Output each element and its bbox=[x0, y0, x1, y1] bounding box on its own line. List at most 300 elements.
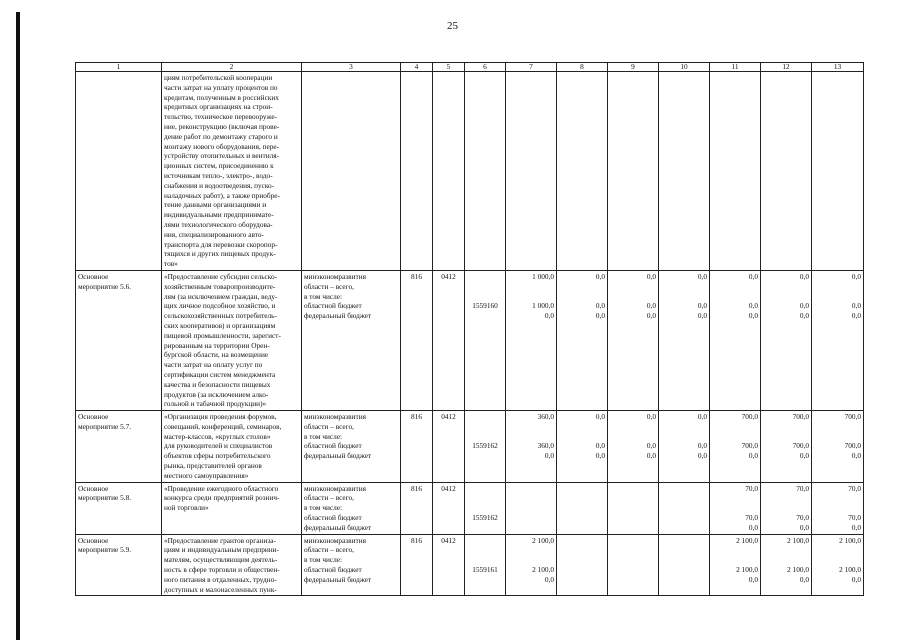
value-line bbox=[661, 503, 707, 513]
funding-source-line: области – всего, bbox=[304, 281, 354, 291]
funding-source-cell bbox=[302, 534, 401, 596]
activity-code-line: мероприятие 5.6. bbox=[78, 281, 132, 291]
value-line: 0,0 bbox=[799, 451, 809, 461]
column-number: 10 bbox=[659, 63, 710, 72]
description-line: ной торговли» bbox=[164, 503, 209, 513]
value-line: 70,0 bbox=[796, 483, 809, 493]
value-line bbox=[559, 503, 605, 513]
value-line: 0,0 bbox=[646, 412, 656, 422]
description-line: индивидуальными предпринимате- bbox=[164, 210, 274, 220]
value-line: 0,0 bbox=[595, 412, 605, 422]
value-line bbox=[610, 484, 656, 494]
activity-code-line: Основное bbox=[78, 535, 109, 545]
value-line bbox=[559, 545, 605, 555]
value-line bbox=[508, 503, 554, 513]
activity-description-cell bbox=[162, 534, 302, 596]
value-line bbox=[661, 422, 707, 432]
code-cell bbox=[76, 72, 162, 271]
value-cell bbox=[761, 534, 812, 596]
value-line: 1 000,0 bbox=[532, 271, 554, 281]
value-line bbox=[661, 282, 707, 292]
description-line: гольной и табачной продукции)» bbox=[164, 399, 267, 409]
value-cell bbox=[659, 534, 710, 596]
value-line bbox=[661, 493, 707, 503]
value-line bbox=[610, 545, 656, 555]
page-number: 25 bbox=[447, 20, 458, 32]
description-line: наладочных работ), а также приобре- bbox=[164, 190, 280, 200]
value-line bbox=[508, 422, 554, 432]
activity-code-line: мероприятие 5.7. bbox=[78, 421, 132, 431]
value-cell bbox=[761, 482, 812, 534]
value-line bbox=[712, 503, 758, 513]
program-table bbox=[75, 62, 864, 596]
csr-line bbox=[467, 311, 503, 321]
value-line: 0,0 bbox=[697, 441, 707, 451]
value-line: 0,0 bbox=[544, 311, 554, 321]
value-line bbox=[610, 493, 656, 503]
description-line: кредитам, полученным в российских bbox=[164, 92, 279, 102]
binding-edge-bar bbox=[16, 12, 20, 640]
value-line bbox=[661, 484, 707, 494]
value-line: 70,0 bbox=[796, 513, 809, 523]
description-line: мастер-классов, «круглых столов» bbox=[164, 431, 271, 441]
value-line bbox=[763, 432, 809, 442]
value-line: 0,0 bbox=[544, 574, 554, 584]
funding-source-cell bbox=[302, 411, 401, 483]
funding-source-line: федеральный бюджет bbox=[304, 522, 372, 532]
value-line bbox=[763, 493, 809, 503]
csr-line bbox=[467, 575, 503, 585]
value-line: 0,0 bbox=[595, 311, 605, 321]
description-line: ность в сфере торговли и обществен- bbox=[164, 565, 280, 575]
value-line: 2 100,0 bbox=[839, 535, 861, 545]
csr-line bbox=[467, 432, 503, 442]
value-line bbox=[559, 565, 605, 575]
value-cell bbox=[761, 411, 812, 483]
value-line: 2 100,0 bbox=[787, 535, 809, 545]
value-line: 0,0 bbox=[799, 522, 809, 532]
value-line bbox=[610, 503, 656, 513]
value-line: 70,0 bbox=[848, 483, 861, 493]
description-line: транспорта для перевозки скоропор- bbox=[164, 239, 278, 249]
description-line: циям и индивидуальным предприни- bbox=[164, 545, 280, 555]
value-line bbox=[661, 545, 707, 555]
csr-line bbox=[467, 484, 503, 494]
value-line bbox=[661, 523, 707, 533]
value-line bbox=[712, 493, 758, 503]
value-line bbox=[814, 422, 861, 432]
description-line: хозяйственным товаропроизводите- bbox=[164, 281, 276, 291]
description-line: рированным на территории Орен- bbox=[164, 340, 270, 350]
description-line: бургской области, на возмещение bbox=[164, 350, 269, 360]
funding-source-line: области – всего, bbox=[304, 493, 354, 503]
description-line: «Предоставление грантов организа- bbox=[164, 535, 276, 545]
description-line: «Организация проведения форумов, bbox=[164, 412, 277, 422]
value-line: 0,0 bbox=[748, 301, 758, 311]
value-line: 0,0 bbox=[851, 574, 861, 584]
value-line bbox=[559, 555, 605, 565]
funding-source-line: областной бюджет bbox=[304, 441, 362, 451]
value-cell bbox=[506, 482, 557, 534]
value-line: 70,0 bbox=[848, 513, 861, 523]
value-line bbox=[712, 292, 758, 302]
csr-line: 1559160 bbox=[472, 301, 498, 311]
funding-source-line: областной бюджет bbox=[304, 301, 362, 311]
value-line bbox=[712, 282, 758, 292]
funding-source-cell bbox=[302, 482, 401, 534]
value-line bbox=[712, 555, 758, 565]
value-line: 70,0 bbox=[745, 483, 758, 493]
value-line: 0,0 bbox=[799, 301, 809, 311]
description-line: кредитных организациях на строи- bbox=[164, 102, 273, 112]
column-number: 5 bbox=[433, 63, 465, 72]
value-cell bbox=[659, 411, 710, 483]
funding-source-line: минэкономразвития bbox=[304, 412, 366, 422]
value-line bbox=[661, 432, 707, 442]
value-line bbox=[559, 536, 605, 546]
activity-description-cell bbox=[162, 482, 302, 534]
description-line: лями технологического оборудова- bbox=[164, 219, 273, 229]
description-line: снабжения и водоотведения, пуско- bbox=[164, 180, 275, 190]
value-line bbox=[559, 493, 605, 503]
activity-code-cell bbox=[76, 270, 162, 410]
column-number: 2 bbox=[162, 63, 302, 72]
funding-source-line: в том числе: bbox=[304, 555, 343, 565]
activity-code-line: мероприятие 5.8. bbox=[78, 493, 132, 503]
funding-source-line: области – всего, bbox=[304, 421, 354, 431]
column-number: 3 bbox=[302, 63, 401, 72]
value-line bbox=[559, 523, 605, 533]
csr-line bbox=[467, 292, 503, 302]
grbs-cell: 816 bbox=[401, 534, 433, 596]
column-number: 11 bbox=[710, 63, 761, 72]
value-line bbox=[661, 565, 707, 575]
value-line: 0,0 bbox=[697, 412, 707, 422]
value-line bbox=[763, 282, 809, 292]
description-line: ния, специализированного авто- bbox=[164, 229, 264, 239]
value-line: 0,0 bbox=[748, 311, 758, 321]
csr-line: 1559162 bbox=[472, 441, 498, 451]
value-line: 0,0 bbox=[697, 311, 707, 321]
value-line: 0,0 bbox=[748, 522, 758, 532]
value-cell bbox=[608, 270, 659, 410]
csr-cell bbox=[465, 411, 506, 483]
value-line bbox=[610, 523, 656, 533]
description-line: доступных и малонаселенных пунк- bbox=[164, 584, 277, 594]
value-line bbox=[610, 575, 656, 585]
description-line: ного питания в отдаленных, трудно- bbox=[164, 574, 277, 584]
value-cell bbox=[710, 270, 761, 410]
value-line bbox=[712, 432, 758, 442]
value-line: 0,0 bbox=[851, 271, 861, 281]
csr-line bbox=[467, 503, 503, 513]
value-line: 0,0 bbox=[799, 574, 809, 584]
description-line: источникам тепло-, электро-, водо- bbox=[164, 170, 273, 180]
column-number: 4 bbox=[401, 63, 433, 72]
value-line: 700,0 bbox=[741, 441, 758, 451]
value-line: 0,0 bbox=[646, 301, 656, 311]
value-line bbox=[559, 282, 605, 292]
value-line bbox=[508, 513, 554, 523]
column-number-row bbox=[76, 63, 864, 72]
value-line: 0,0 bbox=[748, 574, 758, 584]
funding-source-line: в том числе: bbox=[304, 291, 343, 301]
description-line: сертификации систем менеджмента bbox=[164, 369, 276, 379]
funding-source-cell bbox=[302, 270, 401, 410]
rzpr-cell: 0412 bbox=[433, 411, 465, 483]
description-line: щих личное подсобное хозяйство, и bbox=[164, 301, 276, 311]
value-line bbox=[763, 555, 809, 565]
value-line bbox=[661, 536, 707, 546]
value-line bbox=[610, 292, 656, 302]
column-number: 12 bbox=[761, 63, 812, 72]
description-line: совещаний, конференций, семинаров, bbox=[164, 421, 282, 431]
csr-line bbox=[467, 412, 503, 422]
value-line bbox=[508, 282, 554, 292]
value-line bbox=[559, 292, 605, 302]
activity-row bbox=[76, 270, 864, 410]
csr-line bbox=[467, 536, 503, 546]
activity-code-line: мероприятие 5.9. bbox=[78, 545, 132, 555]
value-line bbox=[661, 575, 707, 585]
value-line bbox=[508, 545, 554, 555]
description-line: дение работ по демонтажу старого и bbox=[164, 131, 278, 141]
description-line: «Проведение ежегодного областного bbox=[164, 483, 279, 493]
value-cell bbox=[557, 534, 608, 596]
funding-source-line: области – всего, bbox=[304, 545, 354, 555]
value-line bbox=[610, 282, 656, 292]
grbs-cell: 816 bbox=[401, 411, 433, 483]
value-cell bbox=[506, 270, 557, 410]
column-number: 13 bbox=[812, 63, 864, 72]
csr-line bbox=[467, 272, 503, 282]
continuation-row bbox=[76, 72, 864, 271]
description-line: лям (за исключением граждан, веду- bbox=[164, 291, 278, 301]
description-line: пищевой промышленности, зарегист- bbox=[164, 330, 281, 340]
rzpr-cell: 0412 bbox=[433, 270, 465, 410]
value-line: 2 100,0 bbox=[736, 535, 758, 545]
value-line: 360,0 bbox=[537, 412, 554, 422]
activity-code-cell bbox=[76, 411, 162, 483]
value-line bbox=[661, 292, 707, 302]
activity-code-cell bbox=[76, 534, 162, 596]
activity-description-cell bbox=[162, 270, 302, 410]
value-line bbox=[508, 493, 554, 503]
value-line: 1 000,0 bbox=[532, 301, 554, 311]
value-line: 0,0 bbox=[748, 271, 758, 281]
value-line: 0,0 bbox=[544, 451, 554, 461]
description-line: объектов сферы потребительского bbox=[164, 451, 271, 461]
value-line: 0,0 bbox=[851, 522, 861, 532]
value-line: 0,0 bbox=[646, 311, 656, 321]
description-line: ских кооперативов) и организациям bbox=[164, 320, 276, 330]
value-line bbox=[814, 282, 861, 292]
csr-line bbox=[467, 493, 503, 503]
column-number: 1 bbox=[76, 63, 162, 72]
csr-line bbox=[467, 545, 503, 555]
description-line: местного самоуправления» bbox=[164, 470, 249, 480]
value-line bbox=[763, 422, 809, 432]
csr-line bbox=[467, 451, 503, 461]
description-line: тов» bbox=[164, 259, 178, 269]
value-line bbox=[559, 575, 605, 585]
value-line bbox=[814, 503, 861, 513]
activity-code-cell bbox=[76, 482, 162, 534]
value-line: 2 100,0 bbox=[532, 565, 554, 575]
value-line: 2 100,0 bbox=[532, 535, 554, 545]
funding-source-line: минэкономразвития bbox=[304, 483, 366, 493]
funding-source-line: федеральный бюджет bbox=[304, 574, 372, 584]
value-line: 0,0 bbox=[851, 311, 861, 321]
value-line: 0,0 bbox=[646, 441, 656, 451]
value-cell bbox=[557, 270, 608, 410]
value-line: 70,0 bbox=[745, 513, 758, 523]
value-line bbox=[559, 513, 605, 523]
value-line bbox=[508, 555, 554, 565]
value-cell bbox=[659, 482, 710, 534]
description-line: части затрат на оплату услуг по bbox=[164, 360, 263, 370]
value-line: 2 100,0 bbox=[839, 565, 861, 575]
csr-cell bbox=[465, 482, 506, 534]
column-number: 7 bbox=[506, 63, 557, 72]
value-line: 700,0 bbox=[792, 441, 809, 451]
activity-row bbox=[76, 534, 864, 596]
funding-source-line: минэкономразвития bbox=[304, 535, 366, 545]
value-line: 0,0 bbox=[595, 271, 605, 281]
value-line: 0,0 bbox=[697, 451, 707, 461]
value-line bbox=[559, 484, 605, 494]
column-number: 9 bbox=[608, 63, 659, 72]
description-line: для руководителей и специалистов bbox=[164, 441, 273, 451]
value-line: 0,0 bbox=[799, 271, 809, 281]
value-line: 0,0 bbox=[748, 451, 758, 461]
value-line bbox=[814, 545, 861, 555]
activity-code-line: Основное bbox=[78, 412, 109, 422]
value-line bbox=[763, 292, 809, 302]
description-line: ционных систем, присоединению к bbox=[164, 161, 274, 171]
funding-source-line: областной бюджет bbox=[304, 565, 362, 575]
value-cell bbox=[710, 411, 761, 483]
value-cell bbox=[812, 534, 864, 596]
description-line: тельство, техническое перевооруже- bbox=[164, 112, 278, 122]
value-line bbox=[508, 432, 554, 442]
value-cell bbox=[557, 411, 608, 483]
description-line: качества и безопасности пищевых bbox=[164, 379, 271, 389]
column-number: 6 bbox=[465, 63, 506, 72]
activity-code-line: Основное bbox=[78, 483, 109, 493]
csr-line: 1559161 bbox=[472, 565, 498, 575]
description-line: сельскохозяйственных потребитель- bbox=[164, 311, 277, 321]
value-cell bbox=[608, 534, 659, 596]
value-line bbox=[559, 422, 605, 432]
value-cell bbox=[659, 270, 710, 410]
value-line bbox=[712, 545, 758, 555]
csr-line bbox=[467, 422, 503, 432]
csr-line bbox=[467, 555, 503, 565]
csr-line bbox=[467, 523, 503, 533]
description-line: мателям, осуществляющим деятель- bbox=[164, 555, 278, 565]
value-line bbox=[508, 484, 554, 494]
funding-source-line: федеральный бюджет bbox=[304, 451, 372, 461]
description-line: «Предоставление субсидии сельско- bbox=[164, 271, 278, 281]
value-line bbox=[763, 545, 809, 555]
description-line: устройству отопительных и вентиля- bbox=[164, 151, 280, 161]
value-line bbox=[610, 513, 656, 523]
value-line: 0,0 bbox=[697, 301, 707, 311]
value-line: 0,0 bbox=[799, 311, 809, 321]
description-cell bbox=[162, 72, 302, 271]
value-line: 0,0 bbox=[851, 451, 861, 461]
value-line bbox=[814, 555, 861, 565]
value-line: 2 100,0 bbox=[787, 565, 809, 575]
value-cell bbox=[710, 534, 761, 596]
value-line: 0,0 bbox=[595, 301, 605, 311]
funding-source-line: областной бюджет bbox=[304, 513, 362, 523]
value-line: 2 100,0 bbox=[736, 565, 758, 575]
grbs-cell: 816 bbox=[401, 270, 433, 410]
value-line: 0,0 bbox=[595, 451, 605, 461]
value-cell bbox=[506, 411, 557, 483]
activity-row bbox=[76, 482, 864, 534]
csr-cell bbox=[465, 534, 506, 596]
activity-code-line: Основное bbox=[78, 271, 109, 281]
value-cell bbox=[812, 411, 864, 483]
source-cell bbox=[302, 72, 401, 271]
value-line bbox=[610, 536, 656, 546]
rzpr-cell: 0412 bbox=[433, 482, 465, 534]
value-cell bbox=[608, 411, 659, 483]
value-cell bbox=[557, 482, 608, 534]
value-cell bbox=[812, 482, 864, 534]
value-line bbox=[763, 503, 809, 513]
value-line bbox=[814, 493, 861, 503]
value-line bbox=[508, 523, 554, 533]
value-line bbox=[610, 555, 656, 565]
value-line: 700,0 bbox=[844, 412, 861, 422]
value-line: 0,0 bbox=[697, 271, 707, 281]
value-line: 360,0 bbox=[537, 441, 554, 451]
description-line: тение данными организациями и bbox=[164, 200, 267, 210]
value-line bbox=[661, 513, 707, 523]
value-line: 0,0 bbox=[646, 451, 656, 461]
rzpr-cell: 0412 bbox=[433, 534, 465, 596]
value-line bbox=[712, 422, 758, 432]
value-cell bbox=[812, 270, 864, 410]
value-line bbox=[610, 422, 656, 432]
funding-source-line: федеральный бюджет bbox=[304, 311, 372, 321]
value-line: 0,0 bbox=[851, 301, 861, 311]
description-line: части затрат на уплату процентов по bbox=[164, 82, 278, 92]
csr-cell bbox=[465, 270, 506, 410]
activity-row bbox=[76, 411, 864, 483]
value-line bbox=[508, 292, 554, 302]
value-line bbox=[661, 555, 707, 565]
csr-line bbox=[467, 282, 503, 292]
value-cell bbox=[710, 482, 761, 534]
grbs-cell: 816 bbox=[401, 482, 433, 534]
value-line bbox=[559, 432, 605, 442]
description-line: продуктов (за исключением алко- bbox=[164, 389, 269, 399]
value-line: 0,0 bbox=[595, 441, 605, 451]
csr-line: 1559162 bbox=[472, 513, 498, 523]
value-line bbox=[814, 432, 861, 442]
description-line: конкурса среди предприятий рознич- bbox=[164, 493, 280, 503]
funding-source-line: в том числе: bbox=[304, 503, 343, 513]
value-line bbox=[814, 292, 861, 302]
value-cell bbox=[761, 270, 812, 410]
column-number: 8 bbox=[557, 63, 608, 72]
value-line bbox=[610, 565, 656, 575]
